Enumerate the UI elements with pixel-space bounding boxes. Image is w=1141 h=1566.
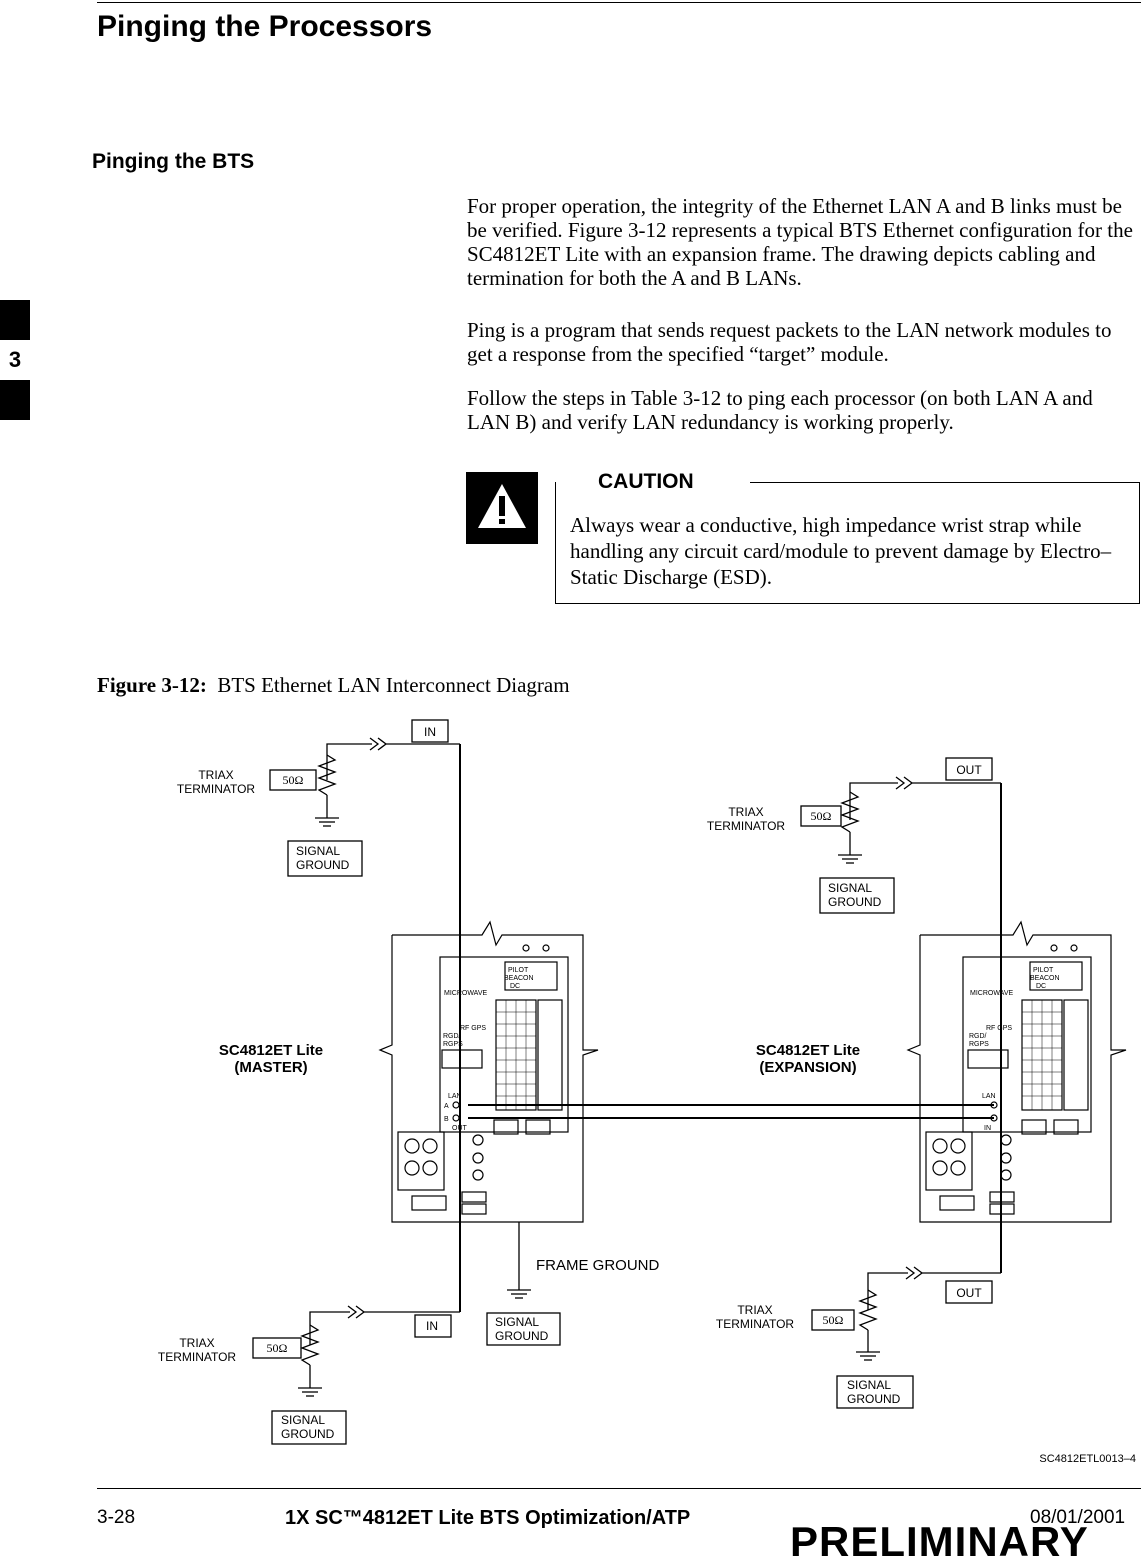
pilot-label: PILOT <box>1033 967 1054 974</box>
expansion-role-label: (EXPANSION) <box>759 1059 857 1076</box>
beacon-label: BEACON <box>504 975 534 982</box>
rgd-label: RGD/ <box>443 1033 461 1040</box>
master-role-label: (MASTER) <box>234 1059 308 1076</box>
paragraph-1: For proper operation, the integrity of the Ethernet LAN A and B links must be be verified. Figure 3-12 represents a typical BTS Ethernet configuration for the SC4812ET Lite with an expansion frame. The drawing depicts cabling and termination for both the A and B LANs. <box>467 194 1133 290</box>
out-small-label: OUT <box>452 1125 467 1132</box>
terminator-label: TERMINATOR <box>706 819 786 833</box>
lan-b-label: B <box>444 1116 449 1123</box>
caution-label: CAUTION <box>598 470 694 493</box>
footer-document-title: 1X SC™4812ET Lite BTS Optimization/ATP <box>285 1507 691 1529</box>
signal-label: SIGNAL <box>847 1378 892 1392</box>
section-title: Pinging the BTS <box>92 150 255 173</box>
terminator-label: TERMINATOR <box>157 1350 237 1364</box>
master-frame-texture <box>496 1000 536 1110</box>
rgd-label: RGD/ <box>969 1033 987 1040</box>
beacon-label: BEACON <box>1030 975 1060 982</box>
paragraph-3: Follow the steps in Table 3-12 to ping each processor (on both LAN A and LAN B) and verify LAN redundancy is working properly. <box>467 386 1093 434</box>
expansion-frame-texture <box>1022 1000 1062 1110</box>
ohms-label: 50Ω <box>822 1313 844 1327</box>
signal-label: SIGNAL <box>281 1413 326 1427</box>
footer-page-number: 3-28 <box>97 1507 136 1528</box>
in-small-label: IN <box>984 1125 991 1132</box>
out-label: OUT <box>956 1286 982 1300</box>
ground-label: GROUND <box>296 858 350 872</box>
page-header-title: Pinging the Processors <box>97 10 433 43</box>
in-label: IN <box>426 1319 438 1333</box>
microwave-label: MICROWAVE <box>444 990 488 997</box>
triax-label: TRIAX <box>198 768 234 782</box>
rgps-label: RGPS <box>969 1041 989 1048</box>
ground-label: GROUND <box>495 1329 549 1343</box>
ground-label: GROUND <box>847 1392 901 1406</box>
chapter-tab-number: 3 <box>0 340 30 380</box>
triax-label: TRIAX <box>179 1336 215 1350</box>
master-name-label: SC4812ET Lite <box>218 1042 324 1059</box>
drawing-id: SC4812ETL0013–4 <box>1039 1453 1136 1465</box>
caution-text: Always wear a conductive, high impedance wrist strap while handling any circuit card/module to prevent damage by Electro–Static Discharge (ESD). <box>570 513 1112 589</box>
ground-label: GROUND <box>281 1427 335 1441</box>
triax-label: TRIAX <box>728 805 764 819</box>
signal-label: SIGNAL <box>495 1315 540 1329</box>
signal-label: SIGNAL <box>828 881 873 895</box>
ohms-label: 50Ω <box>810 809 832 823</box>
pilot-label: PILOT <box>508 967 529 974</box>
dc-label: DC <box>510 983 521 990</box>
figure-title: BTS Ethernet LAN Interconnect Diagram <box>217 673 570 697</box>
lan-a-label: A <box>444 1103 449 1110</box>
terminator-label: TERMINATOR <box>715 1317 795 1331</box>
figure-number: Figure 3-12: <box>97 673 207 697</box>
rfgps-label: RF GPS <box>460 1025 487 1032</box>
frame-ground-label: FRAME GROUND <box>536 1257 660 1274</box>
lan-label: LAN <box>448 1093 462 1100</box>
triax-label: TRIAX <box>737 1303 773 1317</box>
ohms-label: 50Ω <box>282 773 304 787</box>
out-label: OUT <box>956 763 982 777</box>
rgps-label: RGPS <box>443 1041 463 1048</box>
expansion-name-label: SC4812ET Lite <box>755 1042 861 1059</box>
microwave-label: MICROWAVE <box>970 990 1014 997</box>
footer-preliminary-label: PRELIMINARY <box>790 1518 1089 1565</box>
lan-label: LAN <box>982 1093 996 1100</box>
in-label: IN <box>424 725 436 739</box>
master-frame <box>380 922 598 1222</box>
rfgps-label: RF GPS <box>986 1025 1013 1032</box>
signal-label: SIGNAL <box>296 844 341 858</box>
footer-rule <box>97 1488 1141 1489</box>
footer-date: 08/01/2001 <box>1030 1507 1126 1528</box>
dc-label: DC <box>1036 983 1047 990</box>
terminator-label: TERMINATOR <box>176 782 256 796</box>
expansion-frame <box>908 922 1126 1222</box>
paragraph-2: Ping is a program that sends request packets to the LAN network modules to get a response from the specified “target” module. <box>467 318 1112 366</box>
ground-label: GROUND <box>828 895 882 909</box>
ohms-label: 50Ω <box>266 1341 288 1355</box>
